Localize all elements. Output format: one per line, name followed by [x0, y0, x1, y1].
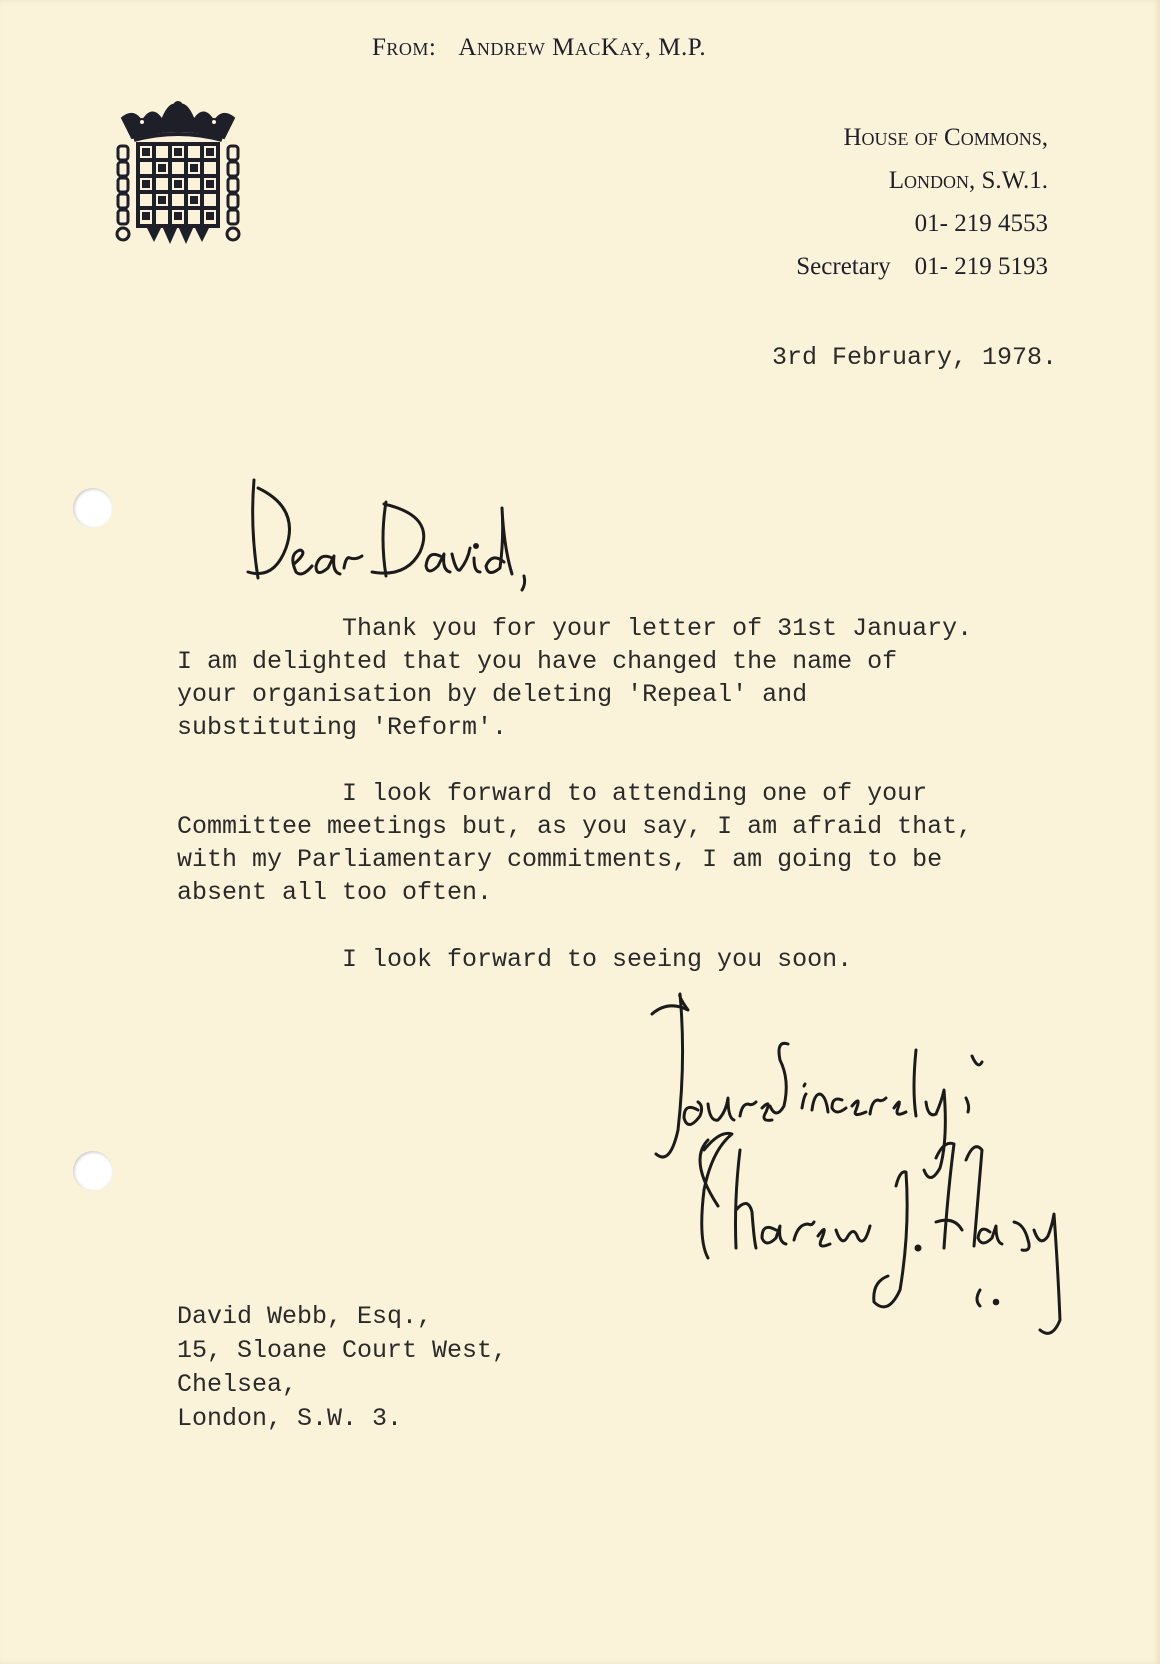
paragraph-1: Thank you for your letter of 31st January. I am delighted that you have changed the name of your organisation by deleting 'Repeal' and substituting 'Reform'.: [177, 614, 973, 742]
recipient-name: David Webb, Esq.,: [177, 1302, 433, 1331]
recipient-street: 15, Sloane Court West,: [177, 1336, 508, 1365]
punch-hole-bottom: [73, 1151, 113, 1191]
from-label: From:: [372, 34, 437, 61]
secretary-label: Secretary: [796, 253, 891, 280]
paragraph-3: I look forward to seeing you soon.: [342, 945, 853, 974]
recipient-address: [177, 1300, 507, 1436]
address-line-2: London, S.W.1.: [888, 167, 1048, 194]
handwritten-closing-and-signature: [648, 990, 1088, 1380]
recipient-city: London, S.W. 3.: [177, 1404, 403, 1433]
punch-hole-top: [73, 488, 113, 528]
letterhead-from: [372, 34, 706, 62]
secretary-phone: 01- 219 5193: [914, 253, 1048, 280]
secretary-line: [796, 245, 1048, 288]
handwritten-salutation: [240, 468, 530, 598]
address-line-1: House of Commons,: [843, 124, 1048, 151]
phone-number: 01- 219 4553: [914, 210, 1048, 237]
letterhead-address: [796, 116, 1048, 288]
sender-name: Andrew MacKay, M.P.: [458, 34, 707, 61]
portcullis-crest-icon: [112, 100, 244, 252]
letter-date: 3rd February, 1978.: [771, 343, 1057, 372]
recipient-district: Chelsea,: [177, 1370, 298, 1399]
paragraph-2: I look forward to attending one of your Committee meetings but, as you say, I am afraid that, with my Parliamentary commitments, I am going to be absent all too often.: [177, 779, 973, 907]
